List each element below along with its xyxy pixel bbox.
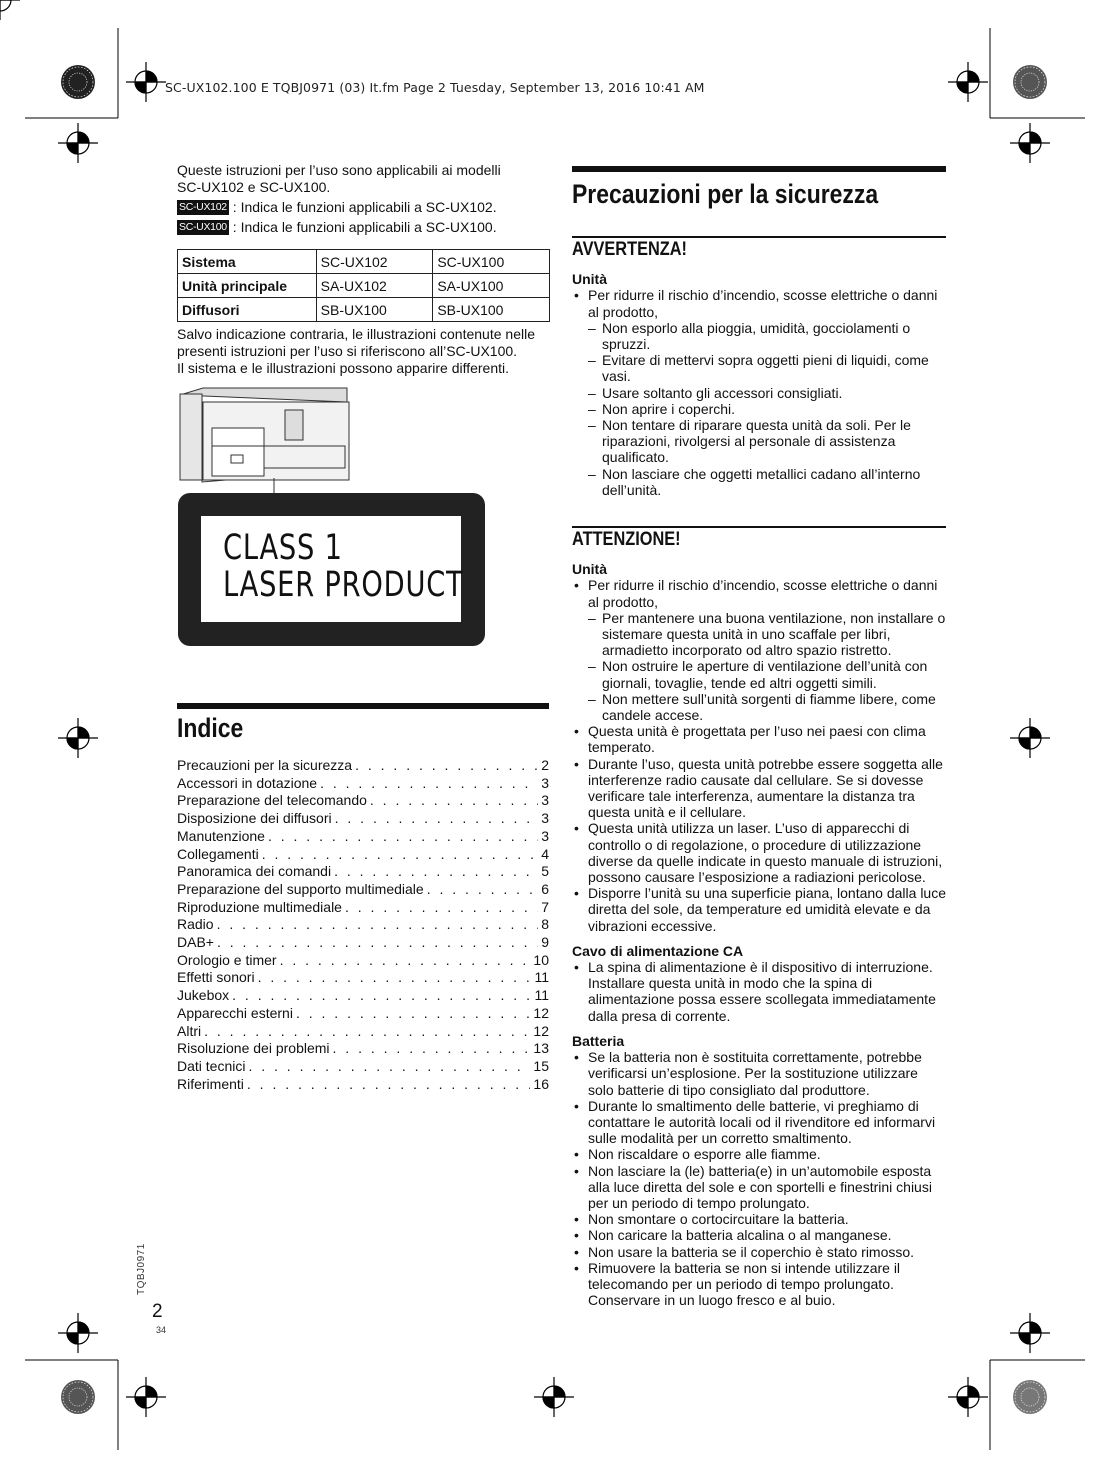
list-item: • Per ridurre il rischio d’incendio, scosse elettriche o danni al prodotto, [572,577,946,609]
toc-leader [217,916,539,934]
list-item: – Non aprire i coperchi. [572,401,946,417]
toc-title: Riproduzione multimediale [177,898,342,915]
list-item: • Questa unità è progettata per l’uso nei paesi con clima temperato. [572,723,946,755]
toc-title: Dati tecnici [177,1057,246,1074]
list-item: • Per ridurre il rischio d’incendio, scosse elettriche o danni al prodotto, [572,287,946,319]
toc-leader [334,863,538,881]
toc-item [177,916,549,934]
toc-page: 3 [541,774,549,791]
toc-leader [427,881,539,899]
toc-item [177,863,549,881]
laser-label-text [223,530,464,604]
toc-page: 5 [541,863,549,880]
toc-leader [232,987,531,1005]
toc-item [177,1040,549,1058]
toc-leader [217,934,538,952]
sub-rule [572,526,946,528]
caution-block [572,526,946,1308]
toc-title: Radio [177,916,214,933]
toc-item [177,952,549,970]
toc-page: 11 [534,969,549,986]
table-cell: SA-UX102 [316,274,433,298]
registration-mark [0,0,20,20]
warning-list [572,287,946,498]
list-item: – Non lasciare che oggetti metallici cadano all’interno dell’unità. [572,466,946,498]
toc-leader [262,846,538,864]
file-header: SC-UX102.100 E TQBJ0971 (03) It.fm Page 2 Tuesday, September 13, 2016 10:41 AM [165,80,705,95]
toc-title: Precauzioni per la sicurezza [177,757,353,773]
list-item: • Non smontare o cortocircuitare la batteria. [572,1211,946,1227]
toc-page: 15 [533,1057,549,1074]
table-row [178,250,550,274]
toc-leader [248,1058,530,1076]
list-item: • Non caricare la batteria alcalina o al manganese. [572,1227,946,1243]
section-rule [177,703,549,709]
list-item: – Per mantenere una buona ventilazione, non installare o sistemare questa unità in uno scaffale per libri, armadietto incorporato od altro spazio ristretto. [572,610,946,659]
toc-title: Preparazione del supporto multimediale [177,880,424,897]
index-section [177,703,549,744]
toc-item [177,810,549,828]
toc-item [177,1023,549,1041]
toc-item [177,934,549,952]
toc-page: 3 [541,810,549,827]
table-cell: SC-UX100 [433,250,550,274]
laser-label-panel [201,516,464,622]
table-cell: SB-UX100 [433,298,550,322]
list-item: – Non tentare di riparare questa unità da soli. Per le riparazioni, rivolgersi al personale di assistenza qualificato. [572,417,946,466]
list-item: • Rimuovere la batteria se non si intende utilizzare il telecomando per un periodo di tempo prolungato. Conservare in un luogo fresco e al buio. [572,1260,946,1309]
toc-title: Altri [177,1022,202,1039]
intro-line: SC-UX102 e SC-UX100. [177,179,331,195]
toc-title: Manutenzione [177,827,265,844]
unit-label: Unità [572,561,607,578]
table-cell: Unità principale [178,274,317,298]
warning-block [572,236,946,498]
toc-title: Panoramica dei comandi [177,863,332,880]
toc-page: 2 [541,757,549,773]
battery-list [572,1049,946,1308]
toc-item [177,1005,549,1023]
toc-page: 3 [541,827,549,844]
badge-line [177,219,549,236]
list-item: – Evitare di mettervi sopra oggetti pieni di liquidi, come vasi. [572,352,946,384]
table-row [178,274,550,298]
page-small-number: 34 [156,1325,167,1335]
document-code: TQBJ0971 [136,1243,147,1295]
toc-title: Orologio e timer [177,951,277,968]
toc-title: Risoluzione dei problemi [177,1040,330,1057]
toc-item [177,846,549,864]
cable-label: Cavo di alimentazione CA [572,942,744,959]
toc-leader [333,1040,531,1058]
toc-item [177,775,549,793]
warning-title: AVVERTENZA! [572,239,687,260]
toc-leader [268,828,538,846]
table-row [178,298,550,322]
badge-line [177,199,549,216]
battery-label: Batteria [572,1032,625,1049]
toc-title: Effetti sonori [177,969,255,986]
toc-leader [335,810,539,828]
toc-leader [370,792,538,810]
table-cell: Diffusori [178,298,317,322]
toc-page: 4 [541,845,549,862]
toc-item [177,1076,549,1094]
toc-title: Accessori in dotazione [177,774,318,791]
toc-page: 16 [533,1075,549,1092]
note-line: Salvo indicazione contraria, le illustrazioni contenute nelle [177,326,535,342]
toc-item [177,1058,549,1076]
badge-text: : Indica le funzioni applicabili a SC-UX100. [232,219,497,235]
toc-leader [355,757,538,775]
list-item: • Durante lo smaltimento delle batterie, vi preghiamo di contattare le autorità locali od il rivenditore ed informarvi sulle modalità per un corretto smaltimento. [572,1098,946,1147]
caution-list [572,577,946,933]
toc-item [177,881,549,899]
toc-title: Preparazione del telecomando [177,792,367,809]
list-item: • Non lasciare la (le) batteria(e) in un’automobile esposta alla luce diretta del sole e con sportelli e finestrini chiusi per un periodo di tempo prolungato. [572,1163,946,1212]
toc-title: DAB+ [177,934,214,951]
toc-page: 3 [541,792,549,809]
list-item: – Non esporlo alla pioggia, umidità, gocciolamenti o spruzzi. [572,320,946,352]
toc-page: 6 [541,880,549,897]
toc-item [177,899,549,917]
note-line: Il sistema e le illustrazioni possono apparire differenti. [177,360,510,376]
toc-leader [296,1005,530,1023]
laser-line: CLASS 1 [223,528,343,568]
toc-page: 8 [541,916,549,933]
list-item: • La spina di alimentazione è il dispositivo di interruzione. Installare questa unità in modo che la spina di alimentazione possa essere scollegata immediatamente dalla presa di corrente. [572,959,946,1024]
unit-label: Unità [572,271,607,288]
toc-leader [280,952,531,970]
toc-title: Apparecchi esterni [177,1004,293,1021]
toc-leader [204,1023,530,1041]
toc-leader [345,899,538,917]
toc-item [177,969,549,987]
cable-list [572,959,946,1024]
table-cell: SB-UX100 [316,298,433,322]
models-table [177,249,550,322]
index-title: Indice [177,713,244,743]
toc-leader [258,969,532,987]
toc-page: 9 [541,934,549,951]
badge-text: : Indica le funzioni applicabili a SC-UX102. [232,199,497,215]
list-item: • Se la batteria non è sostituita correttamente, potrebbe verificarsi un’esplosione. Per la sostituzione utilizzare solo batterie di tipo consigliato dal produttore. [572,1049,946,1098]
table-cell: SA-UX100 [433,274,550,298]
table-cell: Sistema [178,250,317,274]
list-item: • Disporre l’unità su una superficie piana, lontano dalla luce diretta del sole, da temperature ed umidità elevate e da vibrazioni eccessive. [572,885,946,934]
laser-class-label [178,493,485,646]
toc-page: 12 [533,1022,549,1039]
list-item: – Non mettere sull’unità sorgenti di fiamme libere, come candele accese. [572,691,946,723]
page-number: 2 [152,1301,163,1322]
star-target [1013,1380,1047,1414]
safety-title: Precauzioni per la sicurezza [572,179,879,209]
toc-item [177,757,549,775]
note-line: presenti istruzioni per l’uso si riferiscono all’SC-UX100. [177,343,518,359]
model-badge: SC-UX102 [179,201,227,213]
list-item: – Usare soltanto gli accessori consigliati. [572,385,946,401]
toc-page: 7 [541,898,549,915]
toc-page: 10 [533,951,549,968]
list-item: • Durante l’uso, questa unità potrebbe essere soggetta alle interferenze radio causate dal cellulare. Se si dovesse verificare tale interferenza, aumentare la distanza tra questa unità e il cellulare. [572,756,946,821]
table-cell: SC-UX102 [316,250,433,274]
safety-section [572,166,946,210]
toc-page: 12 [533,1004,549,1021]
intro [177,162,549,236]
star-target [61,1380,95,1414]
toc-title: Disposizione dei diffusori [177,810,332,827]
list-item: – Non ostruire le aperture di ventilazione dell’unità con giornali, tovaglie, tende ed altri oggetti simili. [572,658,946,690]
toc-title: Collegamenti [177,845,259,862]
toc-item [177,987,549,1005]
toc-title: Jukebox [177,987,230,1004]
section-rule [572,166,946,172]
list-item: • Non riscaldare o esporre alle fiamme. [572,1146,946,1162]
intro-line: Queste istruzioni per l’uso sono applicabili ai modelli [177,162,501,178]
toc-leader [247,1076,531,1094]
toc-page: 13 [533,1040,549,1057]
laser-line: LASER PRODUCT [223,565,464,605]
sub-rule [572,236,946,238]
toc-leader [320,775,538,793]
model-badge: SC-UX100 [179,221,227,233]
caution-title: ATTENZIONE! [572,529,681,550]
unit-illustration [180,388,349,493]
toc-item [177,828,549,846]
list-item: • Questa unità utilizza un laser. L’uso di apparecchi di controllo o di regolazione, o procedure di utilizzazione diverse da quelle indicate in questo manuale di istruzioni, possono causare l’esposizione a radiazioni pericolose. [572,820,946,885]
table-of-contents [177,757,549,1093]
illustration-note [177,326,549,377]
toc-title: Riferimenti [177,1075,244,1092]
toc-page: 11 [534,987,549,1004]
list-item: • Non usare la batteria se il coperchio è stato rimosso. [572,1244,946,1260]
star-target [61,65,95,99]
star-target [1013,65,1047,99]
toc-item [177,792,549,810]
